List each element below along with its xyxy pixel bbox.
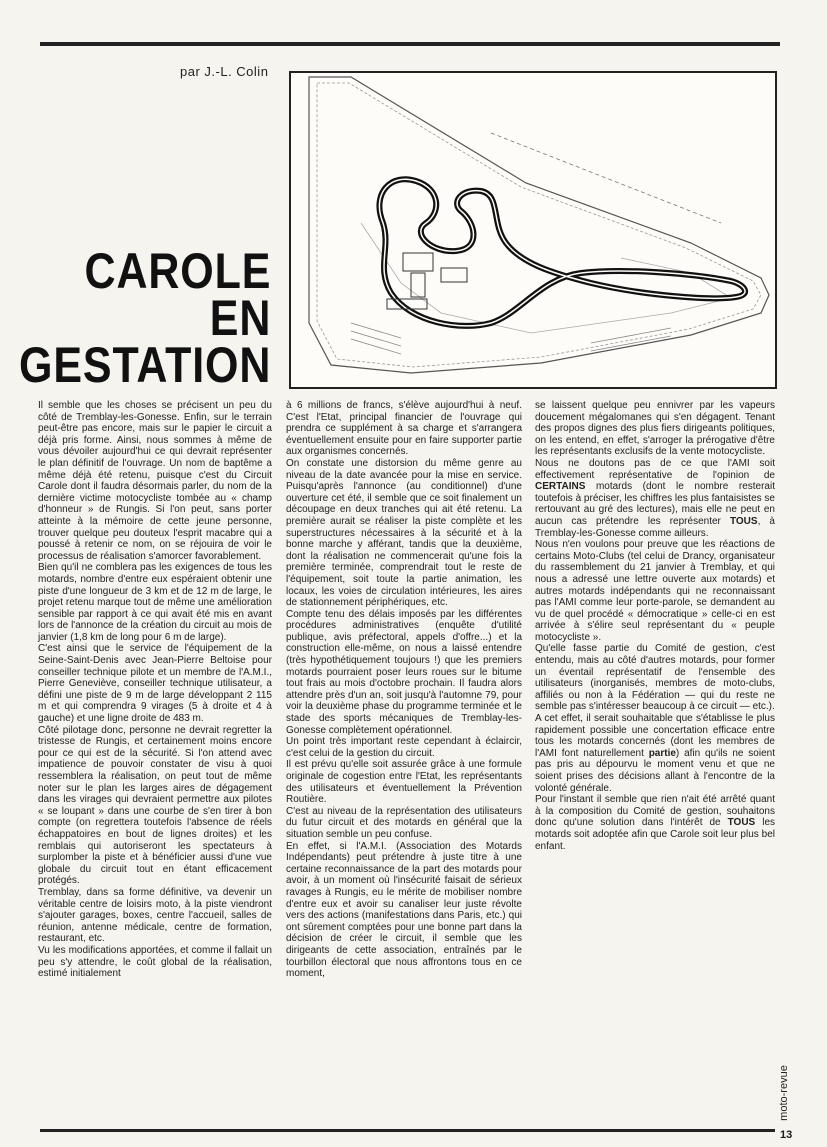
paragraph: Il semble que les choses se précisent un peu du côté de Tremblay-les-Gonesse. Enfin, sur le terrain peut-être pas encore, mais sur le papier le circuit a déjà pris forme. Ainsi, nous sommes à même de vous dévoiler aujourd'hui ce qui devrait représenter le plan définitif de l'ouvrage. Un nom de baptême a même déjà été retenu, puisque c'est du Circuit Carole dont il faudra désormais parler, du nom de la dernière victime motocycliste tombée au « champ d'honneur » de Rungis. Si l'on peut, sans porter atteinte à la mémoire de cette jeune personne, trouver quelque peu douteux l'esprit macabre qui a poussé à retenir ce nom, on se réjouira de voir le processus de réalisation s'amorcer favorablement. [38, 400, 272, 562]
title-line-1: CAROLE [84, 243, 271, 299]
paragraph: C'est ainsi que le service de l'équipement de la Seine-Saint-Denis avec Jean-Pierre Beltoise pour conseiller technique pilote et un membre de l'A.M.I., Pierre Geneviève, conseiller technique utilisateur, a défini une piste de 9 m de large développant 2 115 m et qui comprendra 9 virages (5 à droite et 4 à gauche) et une ligne droite de 483 m. [38, 643, 272, 725]
paragraph: Qu'elle fasse partie du Comité de gestion, c'est entendu, mais au côté d'autres motards, pour former un éventail représentatif de l'ensemble des utilisateurs (inorganisés, membres de moto-clubs, affiliés ou non à la Fédération — qui du reste ne semble pas s'intéresser beaucoup à ce circuit — etc.). [535, 643, 775, 713]
paragraph: à 6 millions de francs, s'élève aujourd'hui à neuf. C'est l'Etat, principal financier de l'ouvrage qui prendra ce supplément à sa charge et s'arrangera éventuellement ensuite pour en faire supporter partie aux organismes concernés. [286, 400, 522, 458]
paragraph: Compte tenu des délais imposés par les différentes procédures administratives (enquête d'utilité publique, avis préfectoral, appels d'offre...) et la construction elle-même, on nous a laissé entendre (très hypothétiquement toujours !) que les premiers motards pourraient poser leurs roues sur le bitume tout frais au mois d'octobre prochain. Il faudra alors attendre près d'un an, soit jusqu'à l'automne 79, pour voir la deuxième phase du programme terminée et le stade des sports mécaniques de Tremblay-les-Gonesse complètement opérationnel. [286, 608, 522, 736]
paragraph: Vu les modifications apportées, et comme il fallait un peu s'y attendre, le coût global de la réalisation, estimé initialement [38, 944, 272, 980]
paragraph: Pour l'instant il semble que rien n'ait été arrêté quant à la composition du Comité de gestion, souhaitons donc qu'une solution dans l'intérêt de TOUS les motards soit adoptée afin que Carole soit leur plus bel enfant. [535, 794, 776, 852]
byline: par J.-L. Colin [180, 64, 269, 79]
bottom-rule [40, 1129, 775, 1132]
circuit-plan-drawing [291, 73, 775, 387]
page-number: 13 [780, 1129, 793, 1141]
title-line-3: GESTATION [18, 337, 271, 393]
magazine-name [778, 1065, 794, 1125]
paragraph: Côté pilotage donc, personne ne devrait regretter la tristesse de Rungis, et certainement moins encore pour ce qui est de la sécurité. Si l'on attend avec impatience de pouvoir constater de visu à quoi ressemblera la réalisation, on peut tout de même noter sur le plan les larges aires de dégagement dans les virages qui devraient permettre aux pilotes « se loupant » dans une courbe de s'en tirer à bon compte (on regrettera toutefois l'absence de réels échappatoires en bout de lignes droites) et les remblais qui autoriseront les spectateurs à surplomber la piste et à bénéficier aussi d'une vue globale du circuit tout en étant efficacement protégés. [38, 724, 272, 887]
paragraph: Bien qu'il ne comblera pas les exigences de tous les motards, nombre d'entre eux espéraient obtenir une piste d'une longueur de 3 km et de 12 m de large, le projet retenu marque tout de même une amélioration sensible par rapport à ce qui avait été mis en avant lors de l'annonce de la création du circuit au mois de janvier (1,8 km de long pour 6 m de large). [38, 562, 272, 643]
article-title [18, 243, 271, 393]
paragraph: se laissent quelque peu ennivrer par les vapeurs doucement mégalomanes qui s'en dégagent. Tenant des propos dignes des plus fiers dirigeants politiques, on les entend, en effet, s'arroger la prérogative d'être les représentants exclusifs de la vente motocycliste. [535, 400, 775, 458]
text-column-3 [535, 400, 775, 852]
text-column-2 [286, 400, 522, 980]
paragraph: Un point très important reste cependant à éclaircir, c'est celui de la gestion du circuit. [286, 736, 522, 759]
magazine-label: moto-revue [777, 1065, 790, 1121]
paragraph: Nous ne doutons pas de ce que l'AMI soit effectivement représentative de l'opinion de CERTAINS motards (dont le nombre resterait toutefois à préciser, les chiffres les plus fantaisistes se rertouvant au gré des lectures), mais elle ne peut en aucun cas prétendre les représenter TOUS, à Tremblay-les-Gonesse comme ailleurs. [535, 457, 775, 539]
text-column-1 [38, 400, 272, 980]
paragraph: On constate une distorsion du même genre au niveau de la date avancée pour la mise en service. Puisqu'après l'annonce (au conditionnel) d'une ouverture cet été, il semble que ce soit finalement un découpage en deux tranches qui ait été retenu. La première aurait se réaliser la piste complète et les superstructures nécessaires à la sécurité et à la bonne marche y afférant, tandis que la deuxième, dont la réalisation ne commencerait qu'une fois la première terminée, comprendrait tout le reste de l'équipement, soit toute la partie animation, les locaux, les voies de circulation intérieures, les aires de stationnement périphériques, etc. [286, 457, 522, 609]
paragraph: En effet, si l'A.M.I. (Association des Motards Indépendants) peut prétendre à juste titre à une certaine reconnaissance de la part des motards pour avoir, à un moment où l'insécurité faisait de sérieux ravages à Rungis, eu le mérite de mobiliser nombre d'entre eux et avoir su canaliser leur juste révolte vers des actions (manifestations dans Paris, etc.) qui ont sûrement comptées pour une bonne part dans la décision de créer le circuit, il semble que les dirigeants de cette association, entraînés par le tourbillon électoral que nous affrontons tous en ce moment, [286, 840, 522, 980]
paragraph: Tremblay, dans sa forme définitive, va devenir un véritable centre de loisirs moto, à la piste viendront s'ajouter garages, boxes, centre l'accueil, salles de réunion, antenne médicale, centre de formation, restaurant, etc. [38, 886, 272, 945]
circuit-plan-image [289, 71, 777, 389]
paragraph: Il est prévu qu'elle soit assurée grâce à une formule originale de cogestion entre l'Etat, les représentants des utilisateurs et éventuellement la Prévention Routière. [286, 759, 522, 806]
top-rule [40, 42, 780, 46]
paragraph: Nous n'en voulons pour preuve que les réactions de certains Moto-Clubs (tel celui de Drancy, organisateur du rassemblement du 21 janvier à Tremblay, et qui nous a adressé une lettre ouverte aux motards) et autres motards indépendants qui ne reconnaissant pas l'AMI comme leur porte-parole, se demandent au vu de quel procédé « démocratique » celle-ci en est arrivée à s'élire seul représentant du « peuple motocycliste ». [535, 539, 775, 643]
title-line-2: EN [209, 290, 271, 346]
paragraph: C'est au niveau de la représentation des utilisateurs du futur circuit et des motards en général que la situation semble un peu confuse. [286, 805, 522, 840]
paragraph: A cet effet, il serait souhaitable que s'établisse le plus rapidement possible une concertation efficace entre tous les motards concernés (dont les membres de l'AMI font naturellement partie) afin qu'ils ne soient pas pris au dépourvu le moment venu et que ne soient prises des décisions allant à l'encontre de la volonté générale. [535, 713, 775, 794]
